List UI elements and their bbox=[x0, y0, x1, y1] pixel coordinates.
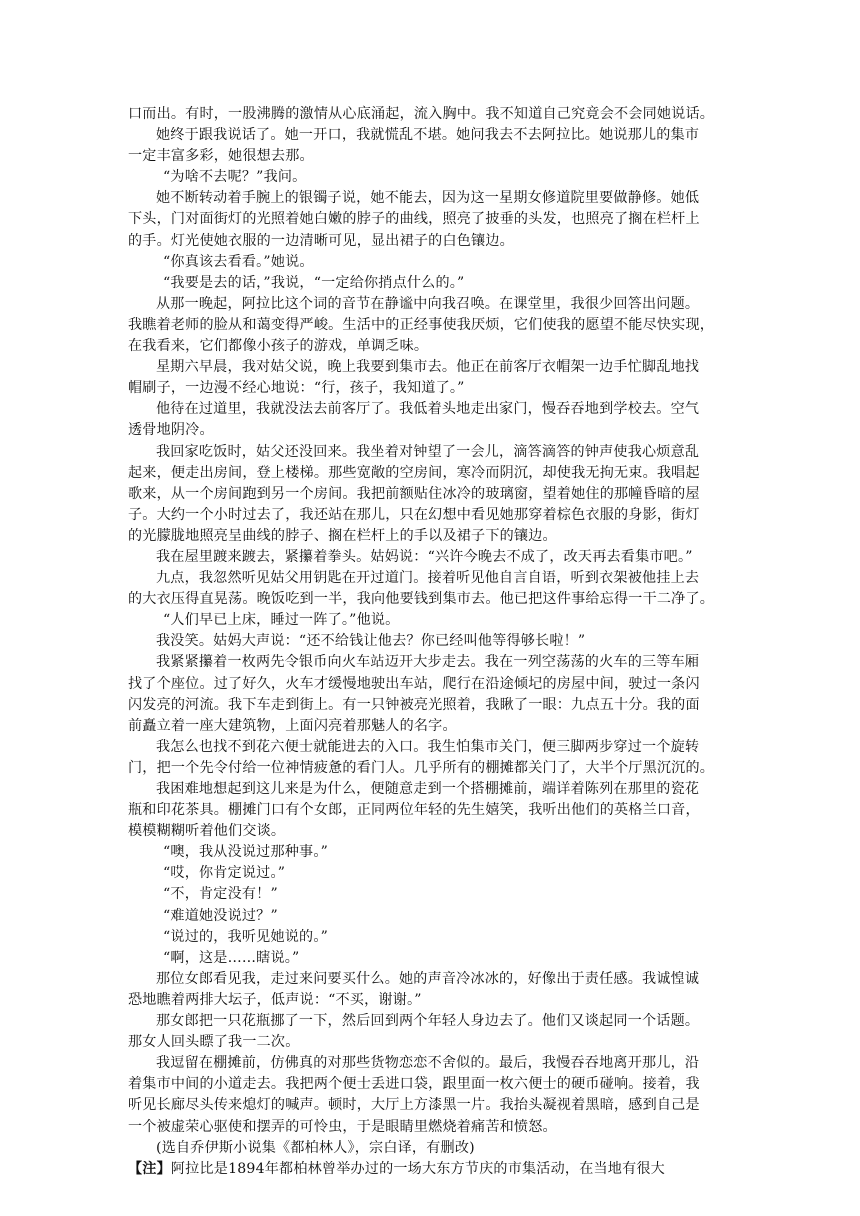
dialogue-line: “难道她没说过？” bbox=[163, 907, 278, 924]
text-line: 一定丰富多彩，她很想去那。 bbox=[128, 148, 314, 165]
text-line: 我困难地想起到这儿来是为什么，便随意走到一个搭棚摊前，端详着陈列在那里的瓷花 bbox=[156, 781, 700, 797]
text-line: 她不断转动着手腕上的银镯子说，她不能去，因为这一星期女修道院里要做静修。她低 bbox=[156, 190, 700, 207]
text-line: 帽刷子，一边漫不经心地说：“行，孩子，我知道了。” bbox=[128, 380, 465, 397]
text-line: 九点，我忽然听见姑父用钥匙在开过道门。接着听见他自言自语，听到衣架被他挂上去 bbox=[156, 570, 700, 587]
dialogue-line: “人们早已上床，睡过一阵了。”他说。 bbox=[163, 612, 400, 629]
text-line: 着集市中间的小道走去。我把两个便士丢进口袋，跟里面一枚六便士的硬币碰响。接着，我 bbox=[128, 1076, 700, 1093]
text-line: 我没笑。姑妈大声说：“还不给钱让他去？你已经叫他等得够长啦！” bbox=[156, 633, 586, 650]
text-line: 在我看来，它们都像小孩子的游戏，单调乏味。 bbox=[128, 338, 429, 355]
text-line: 歌来，从一个房间跑到另一个房间。我把前额贴住冰冷的玻璃窗，望着她住的那幢昏暗的屋 bbox=[128, 485, 700, 502]
story-text bbox=[128, 104, 734, 1159]
dialogue-line: “为啥不去呢？”我问。 bbox=[163, 169, 307, 186]
text-line: (选自乔伊斯小说集《都柏林人》，宗白译，有删改) bbox=[156, 1139, 475, 1156]
text-line: 我怎么也找不到花六便士就能进去的入口。我生怕集市关门，便三脚两步穿过一个旋转 bbox=[156, 738, 700, 755]
text-line: 一个被虚荣心驱使和摆弄的可怜虫，于是眼睛里燃烧着痛苦和愤怒。 bbox=[128, 1118, 557, 1135]
dialogue-line: “说过的，我听见她说的。” bbox=[163, 928, 328, 945]
text-line: 我瞧着老师的脸从和蔼变得严峻。生活中的正经事使我厌烦，它们使我的愿望不能尽快实现， bbox=[128, 316, 715, 333]
dialogue-line: “噢，我从没说过那种事。” bbox=[163, 844, 328, 861]
text-line: 的手。灯光使她衣服的一边清晰可见，显出裙子的白色镶边。 bbox=[128, 232, 514, 249]
text-line: 前矗立着一座大建筑物，上面闪亮着那魅人的名字。 bbox=[128, 717, 457, 734]
text-line: 从那一晚起，阿拉比这个词的音节在静谧中向我召唤。在课堂里，我很少回答出问题。 bbox=[156, 295, 700, 312]
dialogue-line: “哎，你肯定说过。” bbox=[163, 865, 286, 882]
dialogue-line: “你真该去看看。”她说。 bbox=[163, 253, 314, 270]
text-line: 模模糊糊听着他们交谈。 bbox=[128, 823, 286, 840]
text-line: 子。大约一个小时过去了，我还站在那儿，只在幻想中看见她那穿着棕色衣服的身影，街灯 bbox=[128, 506, 700, 523]
text-line: 的大衣压得直晃荡。晚饭吃到一半，我向他要钱到集市去。他已把这件事给忘得一干二净了。 bbox=[128, 591, 715, 608]
text-line: 那女人回头瞟了我一二次。 bbox=[128, 1034, 300, 1051]
text-line: 口而出。有时，一股沸腾的激情从心底涌起，流入胸中。我不知道自己究竟会不会同她说话。 bbox=[128, 106, 715, 122]
text-line: 起来，便走出房间，登上楼梯。那些宽敞的空房间，寒冷而阴沉，却使我无拘无束。我唱起 bbox=[128, 464, 700, 481]
text-line: 下头，门对面街灯的光照着她白嫩的脖子的曲线，照亮了披垂的头发，也照亮了搁在栏杆上 bbox=[128, 211, 700, 228]
text-line: 那女郎把一只花瓶挪了一下，然后回到两个年轻人身边去了。他们又谈起同一个话题。 bbox=[156, 1013, 700, 1030]
footnote-text: 阿拉比是1894年都柏林曾举办过的一场大东方节庆的市集活动，在当地有很大 bbox=[170, 1160, 665, 1177]
dialogue-line: “我要是去的话，”我说，“一定给你捎点什么的。” bbox=[163, 274, 465, 291]
text-line: 她终于跟我说话了。她一开口，我就慌乱不堪。她问我去不去阿拉比。她说那儿的集市 bbox=[156, 127, 700, 144]
text-line: 他待在过道里，我就没法去前客厅了。我低着头地走出家门，慢吞吞地到学校去。空气 bbox=[156, 401, 700, 418]
footnote bbox=[128, 1159, 734, 1180]
text-line: 听见长廊尽头传来熄灯的喊声。顿时，大厅上方漆黑一片。我抬头凝视着黑暗，感到自己是 bbox=[128, 1097, 700, 1114]
footnote-tag: 【注】 bbox=[128, 1160, 171, 1177]
text-line: 我在屋里踱来踱去，紧攥着拳头。姑妈说：“兴许今晚去不成了，改天再去看集市吧。” bbox=[156, 548, 693, 565]
text-line: 我逗留在棚摊前，仿佛真的对那些货物恋恋不舍似的。最后，我慢吞吞地离开那儿，沿 bbox=[156, 1055, 700, 1072]
dialogue-line: “啊，这是……瞎说。” bbox=[163, 949, 300, 966]
text-line: 瓶和印花茶具。棚摊门口有个女郎，正同两位年轻的先生嬉笑，我听出他们的英格兰口音， bbox=[128, 802, 700, 819]
text-line: 的光朦胧地照亮呈曲线的脖子、搁在栏杆上的手以及裙子下的镶边。 bbox=[128, 527, 557, 544]
text-line: 那位女郎看见我，走过来问要买什么。她的声音冷冰冰的，好像出于责任感。我诚惶诚 bbox=[156, 970, 700, 987]
text-line: 门，把一个先令付给一位神情疲惫的看门人。几乎所有的棚摊都关门了，大半个厅黑沉沉的。 bbox=[128, 759, 715, 776]
text-line: 透骨地阴冷。 bbox=[128, 422, 214, 439]
text-line: 星期六早晨，我对姑父说，晚上我要到集市去。他正在前客厅衣帽架一边手忙脚乱地找 bbox=[156, 359, 700, 376]
text-line: 闪发亮的河流。我下车走到街上。有一只钟被亮光照着，我瞅了一眼：九点五十分。我的面 bbox=[128, 696, 700, 713]
text-line: 我紧紧攥着一枚两先令银币向火车站迈开大步走去。我在一列空荡荡的火车的三等车厢 bbox=[156, 654, 700, 671]
dialogue-line: “不，肯定没有！” bbox=[163, 886, 278, 903]
text-line: 恐地瞧着两排大坛子，低声说：“不买，谢谢。” bbox=[128, 991, 422, 1008]
text-line: 我回家吃饭时，姑父还没回来。我坐着对钟望了一会儿，滴答滴答的钟声使我心烦意乱 bbox=[156, 443, 700, 460]
text-line: 找了个座位。过了好久，火车才缓慢地驶出车站，爬行在沿途倾圮的房屋中间，驶过一条闪 bbox=[128, 675, 700, 692]
